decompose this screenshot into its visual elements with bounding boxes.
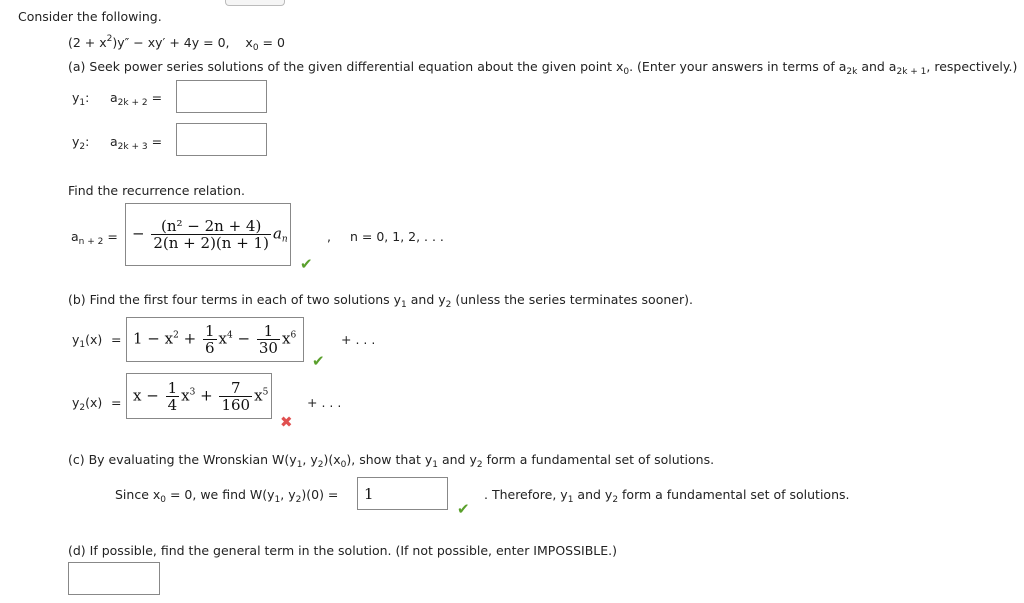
y2-series-ellipsis: + . . .	[307, 395, 342, 410]
wronskian-conclusion: . Therefore, $y_1$ and $y_2$ form a fundamental set of solutions.	[484, 487, 850, 505]
y1-series-answer-box[interactable]	[126, 317, 304, 362]
recovery-tab[interactable]	[225, 0, 285, 6]
part-b-prompt: (b) Find the first four terms in each of two solutions $y_1$ and $y_2$ (unless the series terminates sooner).	[68, 292, 693, 310]
y1-series-correct-icon: ✔	[312, 352, 325, 370]
y1-series-expression: $1 - x^2$ + $\frac{1}{6}$ $x^4$ − $\frac{1}{30}$ $x^6$	[133, 322, 297, 357]
recurrence-comma: ,	[327, 229, 331, 244]
y1-series-equals: =	[111, 332, 122, 347]
y1-coefficient-label: $a_{2k + 2}$ =	[110, 90, 163, 108]
recurrence-answer-box[interactable]	[125, 203, 291, 266]
y2-series-answer-box[interactable]	[126, 373, 272, 419]
recurrence-prompt: Find the recurrence relation.	[68, 183, 245, 198]
recurrence-expression: − $\frac{\text{(n² − 2n + 4)}}{2(n + 2)(n + 1)}$ $a_n$	[132, 217, 288, 252]
y1-series-label: $y_1(x)$	[72, 332, 103, 350]
y1-label: $y_1$:	[72, 90, 90, 108]
y2-coefficient-input[interactable]	[176, 123, 267, 156]
y1-coefficient-input[interactable]	[176, 80, 267, 113]
y2-series-incorrect-icon: ✖	[280, 413, 293, 431]
intro-text: Consider the following.	[18, 9, 162, 24]
part-c-prompt: (c) By evaluating the Wronskian $W(y_1$, $y_2)(x_0)$, show that $y_1$ and $y_2$ form a fundamental set of solutions.	[68, 452, 715, 470]
recurrence-lhs: $a_{n + 2}$ =	[71, 229, 118, 247]
part-a-prompt: (a) Seek power series solutions of the given differential equation about the given point $x_0$. (Enter your answers in terms of $a_{2k}$ and $a_{2k + 1}$, respectively.)	[68, 59, 1018, 77]
wronskian-answer-box[interactable]: 1	[357, 477, 448, 510]
y2-series-expression: x − $\frac{1}{4}$ $x^3$ + $\frac{7}{160}$ $x^5$	[133, 378, 269, 414]
recurrence-range: n = 0, 1, 2, . . .	[350, 229, 444, 244]
wronskian-correct-icon: ✔	[457, 500, 470, 518]
y2-series-label: $y_2(x)$	[72, 395, 103, 413]
differential-equation: $(2 + x^2)y'' - xy' + 4y = 0$, $x_0 = 0$	[68, 34, 285, 53]
y1-series-ellipsis: + . . .	[341, 332, 376, 347]
y2-label: $y_2$:	[72, 134, 90, 152]
recurrence-correct-icon: ✔	[300, 255, 313, 273]
y2-coefficient-label: $a_{2k + 3}$ =	[110, 134, 163, 152]
wronskian-statement: Since $x_0 = 0$, we find $W(y_1$, $y_2)(0)$ =	[115, 487, 339, 505]
part-d-prompt: (d) If possible, find the general term in the solution. (If not possible, enter IMPOSSIBLE.)	[68, 543, 617, 558]
y2-series-equals: =	[111, 395, 122, 410]
general-term-input[interactable]	[68, 562, 160, 595]
